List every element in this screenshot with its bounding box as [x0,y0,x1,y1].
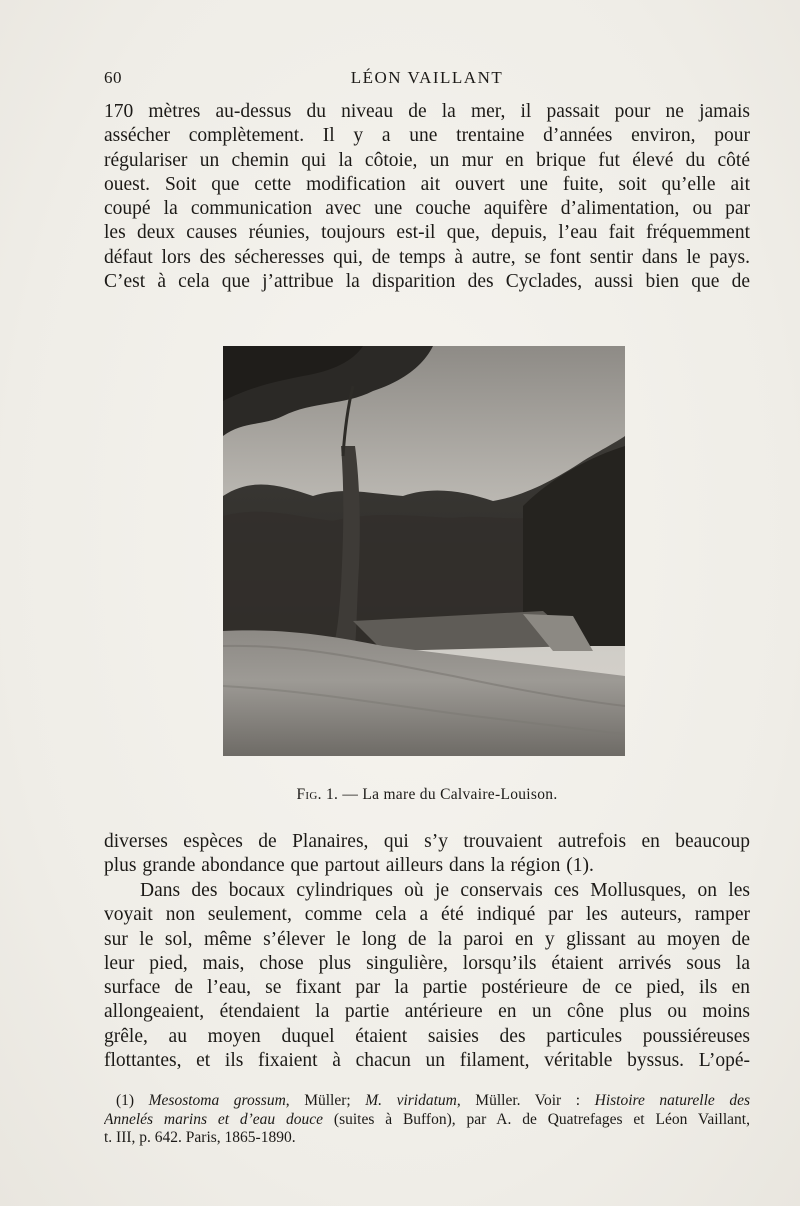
footnote-species-1: Mesostoma grossum [148,1092,286,1109]
text-line: assécher complètement. Il y a une trentaine d’années environ, pour [104,125,750,147]
page-header [104,68,750,92]
figure-caption [104,786,750,804]
paragraph-3 [104,879,750,1073]
text-line: sur le sol, même s’élever le long de la paroi en y glissant au moyen de [104,928,750,950]
text-line: Dans des bocaux cylindriques où je conservais ces Mollusques, on les [140,880,750,901]
text-line: régulariser un chemin qui la côtoie, un mur en brique fut élevé du côté [104,149,750,171]
paragraph-1 [104,100,750,294]
footnote-text: , Müller. Voir : [456,1092,595,1109]
running-title: LÉON VAILLANT [350,68,504,87]
footnote [104,1092,750,1148]
figure-photograph [223,346,625,756]
footnote-species-2: M. viridatum [365,1092,457,1109]
page-number: 60 [104,68,122,87]
footnote-book-title-cont: Annelés marins et d’eau douce [104,1110,324,1128]
figure-label: Fig. 1. [296,786,339,803]
footnote-text: (suites à Buffon), par A. de Quatrefages et Léon Vaillant, [323,1110,750,1128]
text-line: coupé la communication avec une couche aquifère d’alimentation, ou par [104,198,750,220]
footnote-text: , Müller; [285,1092,366,1109]
footnote-line [104,1111,750,1130]
text-line: grêle, au moyen duquel étaient saisies des particules poussiéreuses [104,1025,750,1047]
text-line: plus grande abondance que partout ailleurs dans la région (1). [104,855,594,877]
caption-text: La mare du Calvaire-Louison. [362,786,558,803]
text-line: surface de l’eau, se fixant par la partie postérieure de ce pied, ils en [104,977,750,999]
footnote-marker: (1) [116,1092,135,1109]
text-line: voyait non seulement, comme cela a été indiqué par les auteurs, ramper [104,904,750,926]
text-line: flottantes, et ils fixaient à chacun un filament, véritable byssus. L’opé- [104,1050,750,1072]
text-line: diverses espèces de Planaires, qui s’y trouvaient autrefois en beaucoup [104,831,750,852]
footnote-line: t. III, p. 642. Paris, 1865-1890. [104,1129,296,1146]
text-line: leur pied, mais, chose plus singulière, lorsqu’ils étaient arrivés sous la [104,952,750,974]
text-line: les deux causes réunies, toujours est-il que, depuis, l’eau fait fréquemment [104,222,750,244]
caption-dash: — [338,786,363,803]
pond-landscape-illustration [223,346,625,756]
footnote-book-title: Histoire naturelle des [594,1092,750,1109]
paragraph-2 [104,830,750,879]
text-line: C’est à cela que j’attribue la disparition des Cyclades, aussi bien que de [104,271,750,293]
text-line: allongeaient, étendaient la partie antérieure en un cône plus ou moins [104,1001,750,1023]
text-line: 170 mètres au-dessus du niveau de la mer, il passait pour ne jamais [104,101,750,122]
footnote-line [116,1092,750,1111]
text-line: défaut lors des sécheresses qui, de temps à autre, se font sentir dans le pays. [104,246,750,268]
text-line: ouest. Soit que cette modification ait ouvert une fuite, soit qu’elle ait [104,173,750,195]
